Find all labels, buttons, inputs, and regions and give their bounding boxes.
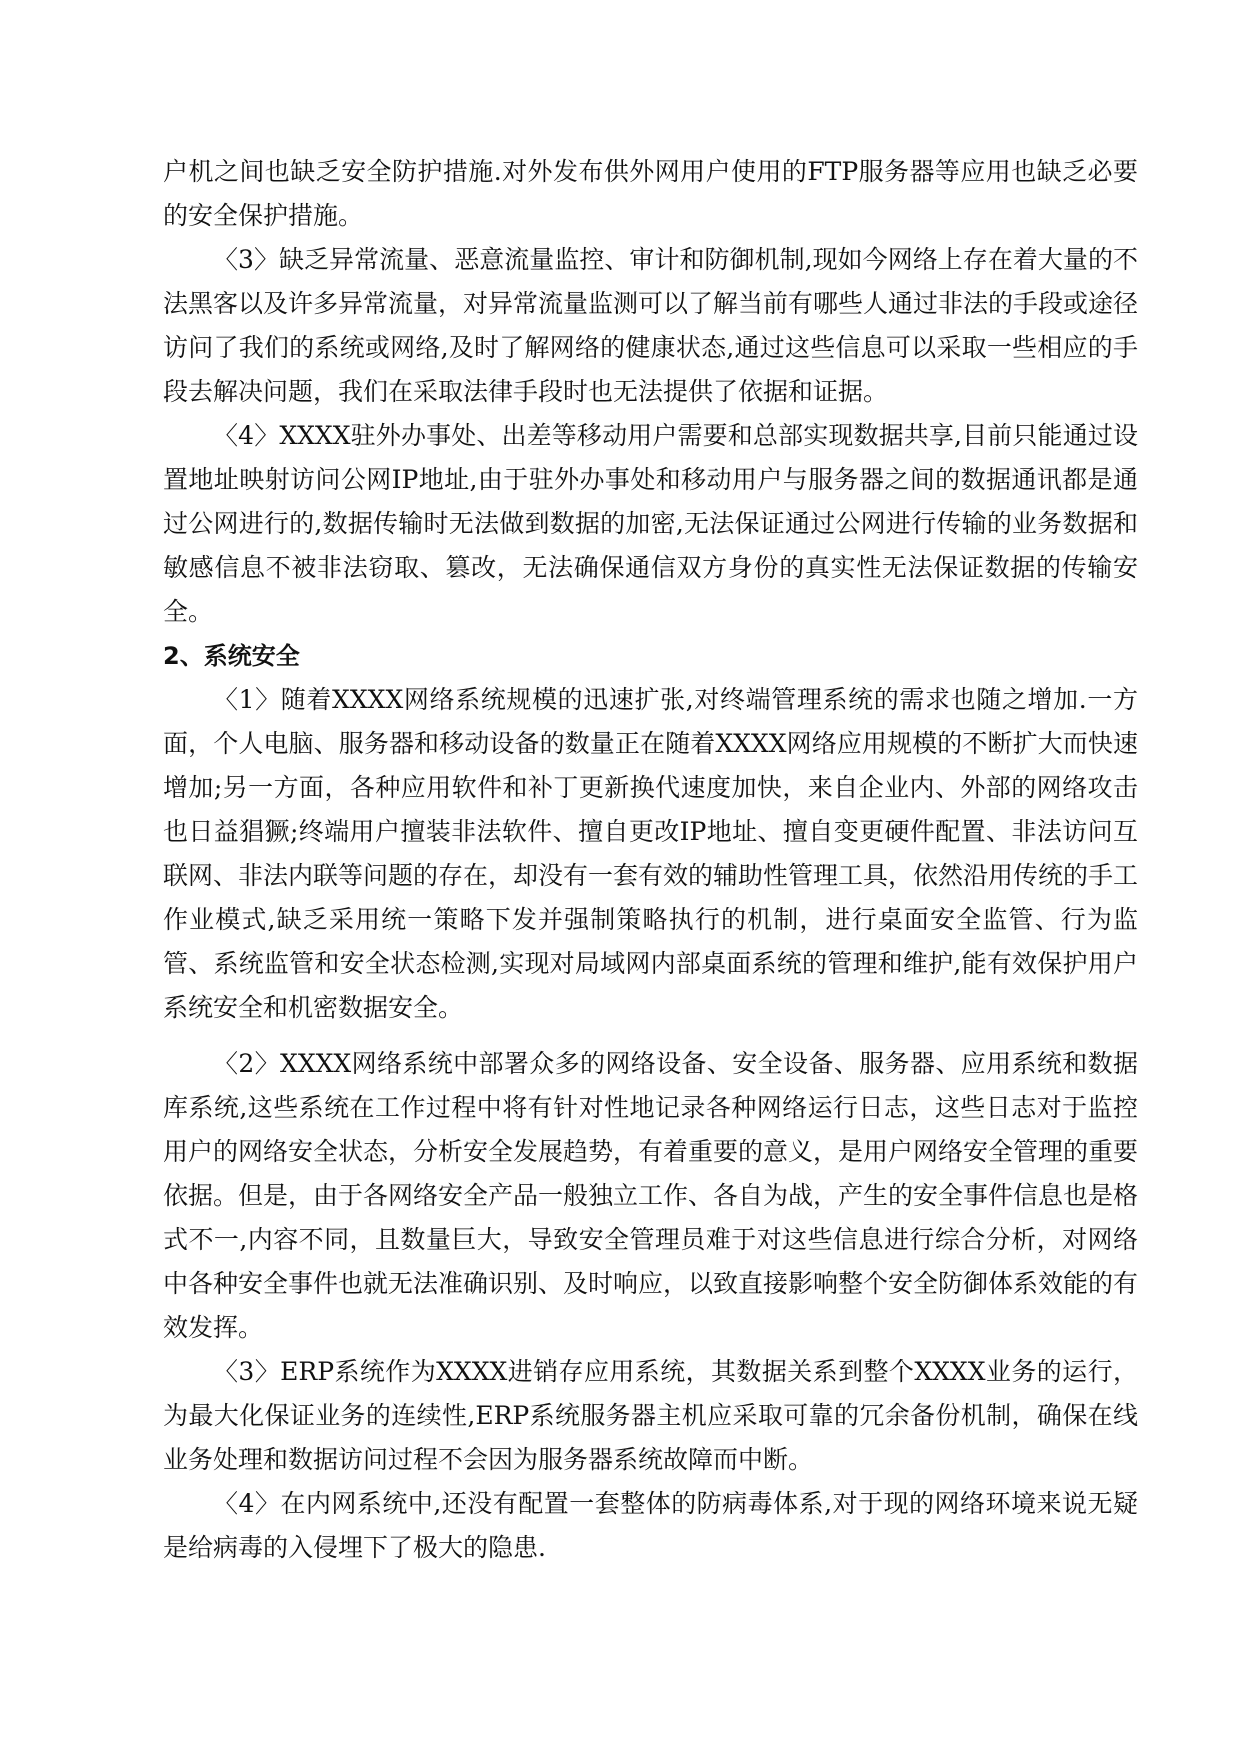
paragraph-item-3-traffic-monitoring: 〈3〉缺乏异常流量、恶意流量监控、审计和防御机制,现如今网络上存在着大量的不法黑客以及许多异常流量，对异常流量监测可以了解当前有哪些人通过非法的手段或途径访问了我们的系统或网络,及时了解网络的健康状态,通过这些信息可以采取一些相应的手段去解决问题，我们在采取法律手段时也无法提供了依据和证据。 (163, 245, 1139, 406)
section-heading-system-security: 2、系统安全 (163, 642, 300, 670)
paragraph-item-3-erp-backup: 〈3〉ERP系统作为XXXX进销存应用系统，其数据关系到整个XXXX业务的运行，为最大化保证业务的连续性,ERP系统服务器主机应采取可靠的冗余备份机制，确保在线业务处理和数据访问过程不会因为服务器系统故障而中断。 (163, 1357, 1138, 1474)
paragraph-ftp-continuation: 户机之间也缺乏安全防护措施.对外发布供外网用户使用的FTP服务器等应用也缺乏必要的安全保护措施。 (163, 157, 1138, 230)
paragraph-item-1-terminal-management: 〈1〉随着XXXX网络系统规模的迅速扩张,对终端管理系统的需求也随之增加.一方面，个人电脑、服务器和移动设备的数量正在随着XXXX网络应用规模的不断扩大而快速增加;另一方面，各种应用软件和补丁更新换代速度加快，来自企业内、外部的网络攻击也日益猖獗;终端用户擅装非法软件、擅自更改IP地址、擅自变更硬件配置、非法访问互联网、非法内联等问题的存在，却没有一套有效的辅助性管理工具，依然沿用传统的手工作业模式,缺乏采用统一策略下发并强制策略执行的机制，进行桌面安全监管、行为监管、系统监管和安全状态检测,实现对局域网内部桌面系统的管理和维护,能有效保护用户系统安全和机密数据安全。 (163, 685, 1139, 1022)
paragraph-item-2-log-analysis: 〈2〉XXXX网络系统中部署众多的网络设备、安全设备、服务器、应用系统和数据库系统,这些系统在工作过程中将有针对性地记录各种网络运行日志，这些日志对于监控用户的网络安全状态，分析安全发展趋势，有着重要的意义，是用户网络安全管理的重要依据。但是，由于各网络安全产品一般独立工作、各自为战，产生的安全事件信息也是格式不一,内容不同，且数量巨大，导致安全管理员难于对这些信息进行综合分析，对网络中各种安全事件也就无法准确识别、及时响应，以致直接影响整个安全防御体系效能的有效发挥。 (163, 1049, 1139, 1342)
document-body (163, 150, 1138, 1570)
paragraph-item-4-antivirus: 〈4〉在内网系统中,还没有配置一套整体的防病毒体系,对于现的网络环境来说无疑是给病毒的入侵埋下了极大的隐患. (163, 1489, 1138, 1562)
paragraph-item-4-remote-users: 〈4〉XXXX驻外办事处、出差等移动用户需要和总部实现数据共享,目前只能通过设置地址映射访问公网IP地址,由于驻外办事处和移动用户与服务器之间的数据通讯都是通过公网进行的,数据传输时无法做到数据的加密,无法保证通过公网进行传输的业务数据和敏感信息不被非法窃取、篡改，无法确保通信双方身份的真实性无法保证数据的传输安全。 (163, 421, 1138, 626)
